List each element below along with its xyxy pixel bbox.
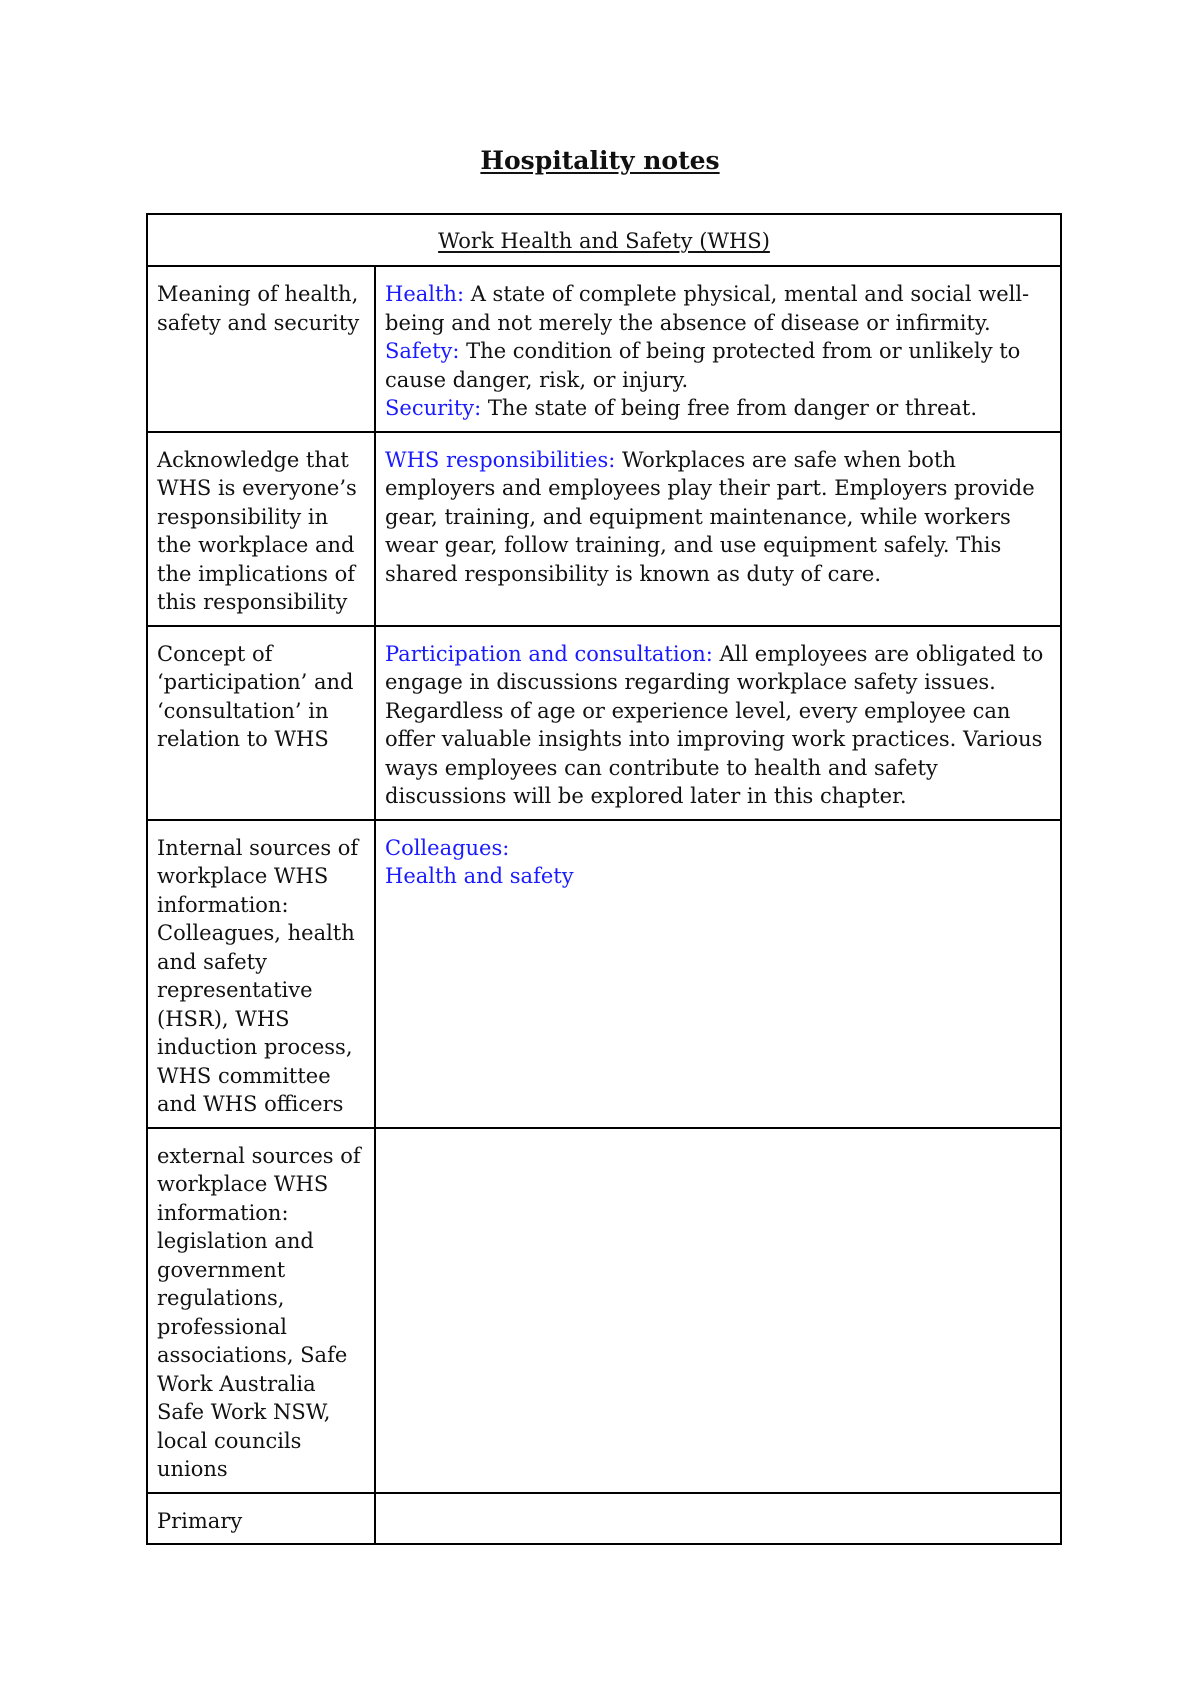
definition-term: WHS responsibilities: (385, 447, 616, 472)
row-label: Primary (147, 1493, 375, 1545)
definition-entry (385, 337, 1051, 394)
definition-text: All employees are obligated to engage in discussions regarding workplace safety issues. Regardless of age or experience level, every employee can offer valuable insights into improving work practices. Various ways employees can contribute to health and safety discussions will be explored later in this chapter. (385, 641, 1044, 808)
definition-entry (385, 394, 1051, 423)
definition-term: Participation and consultation: (385, 641, 713, 666)
table-row (147, 432, 1061, 626)
row-content (375, 626, 1061, 820)
definition-term: Health and safety (385, 864, 574, 888)
table-row (147, 1128, 1061, 1493)
definition-term: Security: (385, 396, 482, 420)
definition-entry (385, 862, 1051, 891)
definition-term: Colleagues: (385, 835, 510, 860)
row-label: Concept of ‘participation’ and ‘consultation’ in relation to WHS (147, 626, 375, 820)
row-label: external sources of workplace WHS information: legislation and government regulations, professional associations, Safe Work Australia Safe Work NSW, local councils unions (147, 1128, 375, 1493)
definition-entry (385, 834, 1051, 863)
row-content (375, 1128, 1061, 1493)
row-content (375, 1493, 1061, 1545)
definition-text: The condition of being protected from or unlikely to cause danger, risk, or injury. (385, 339, 1021, 392)
table-row (147, 626, 1061, 820)
row-label: Acknowledge that WHS is everyone’s responsibility in the workplace and the implications of this responsibility (147, 432, 375, 626)
definition-text: A state of complete physical, mental and social well-being and not merely the absence of disease or infirmity. (385, 282, 1030, 335)
definition-entry (385, 280, 1051, 337)
table-row (147, 1493, 1061, 1545)
row-content (375, 432, 1061, 626)
table-row (147, 266, 1061, 432)
whs-notes-table (146, 213, 1062, 1545)
row-content (375, 266, 1061, 432)
definition-term: Health: (385, 282, 465, 306)
definition-term: Safety: (385, 339, 460, 363)
definition-text: Workplaces are safe when both employers and employees play their part. Employers provide gear, training, and equipment maintenance, while workers wear gear, follow training, and use equipment safely. This shared responsibility is known as duty of care. (385, 447, 1035, 586)
definition-text: The state of being free from danger or threat. (481, 396, 978, 420)
page-title: Hospitality notes (480, 146, 720, 175)
definition-entry (385, 446, 1051, 589)
table-header-row (147, 214, 1061, 266)
definition-entry (385, 640, 1051, 811)
row-label: Internal sources of workplace WHS information: Colleagues, health and safety representative (HSR), WHS induction process, WHS committee and WHS officers (147, 820, 375, 1128)
table-header: Work Health and Safety (WHS) (147, 214, 1061, 266)
table-row (147, 820, 1061, 1128)
row-label: Meaning of health, safety and security (147, 266, 375, 432)
row-content (375, 820, 1061, 1128)
